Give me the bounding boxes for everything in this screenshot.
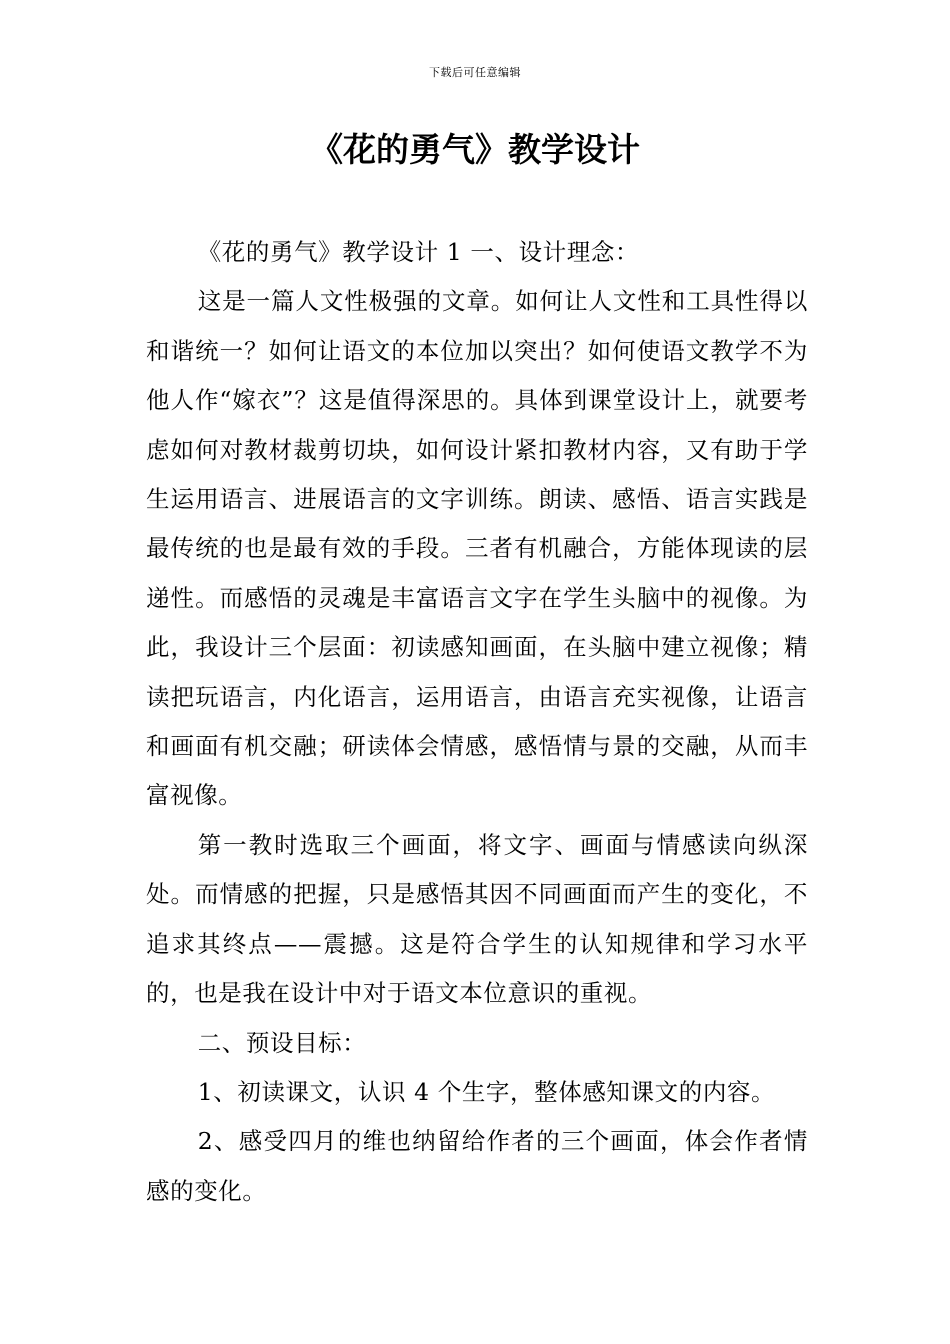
goal-item-2: 2、感受四月的维也纳留给作者的三个画面，体会作者情感的变化。 <box>146 1127 808 1205</box>
paragraph-intro: 《花的勇气》教学设计 1 一、设计理念： <box>197 238 640 266</box>
document-title: 《花的勇气》教学设计 <box>310 130 640 169</box>
page-header-note: 下载后可任意编辑 <box>429 66 521 79</box>
paragraph-first-lesson: 第一教时选取三个画面，将文字、画面与情感读向纵深处。而情感的把握，只是感悟其因不同画面而产生的变化，不追求其终点——震撼。这是符合学生的认知规律和学习水平的，也是我在设计中对于语文本位意识的重视。 <box>146 830 808 1008</box>
paragraph-design-concept: 这是一篇人文性极强的文章。如何让人文性和工具性得以和谐统一？如何让语文的本位加以突出？如何使语文教学不为他人作“嫁衣”？这是值得深思的。具体到课堂设计上，就要考虑如何对教材裁剪切块，如何设计紧扣教材内容，又有助于学生运用语言、进展语言的文字训练。朗读、感悟、语言实践是最传统的也是最有效的手段。三者有机融合，方能体现读的层递性。而感悟的灵魂是丰富语言文字在学生头脑中的视像。为此，我设计三个层面：初读感知画面，在头脑中建立视像；精读把玩语言，内化语言，运用语言，由语言充实视像，让语言和画面有机交融；研读体会情感，感悟情与景的交融，从而丰富视像。 <box>146 287 808 810</box>
section-heading-goals: 二、预设目标： <box>197 1028 367 1057</box>
document-body <box>146 228 808 1216</box>
goal-item-1: 1、初读课文，认识 4 个生字，整体感知课文的内容。 <box>197 1077 776 1106</box>
